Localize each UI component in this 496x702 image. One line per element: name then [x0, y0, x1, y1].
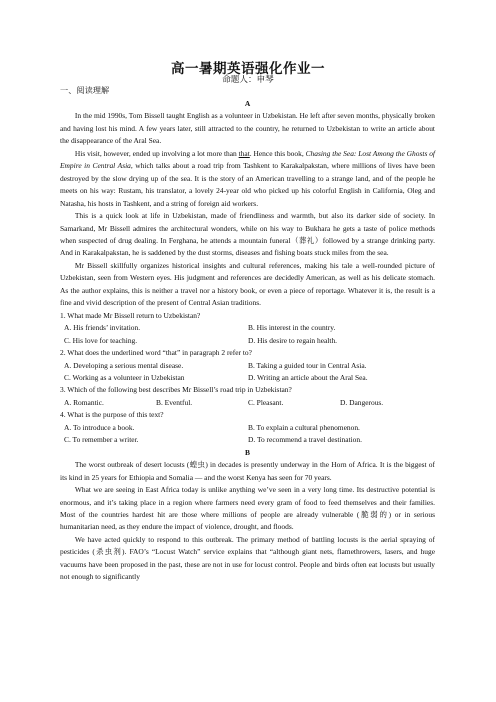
passage-b-paragraph-1: The worst outbreak of desert locusts (蝗虫) in decades is presently underway in the Horn of Africa. It is the biggest of its kind in 25 years for Ethiopia and Somalia — and the worst Kenya has seen for 70 years.: [60, 460, 435, 482]
answer-option: C. His love for teaching.: [64, 335, 138, 345]
answer-option: B. Eventful.: [156, 397, 193, 407]
answer-option: A. Developing a serious mental disease.: [64, 360, 184, 370]
question-list: [60, 310, 435, 447]
passage-b-paragraph-2: What we are seeing in East Africa today is unlike anything we’ve seen in a very long time. Its destructive potential is enormous, and it’s taking place in a region where farmers need every gram of food to feed themselves and their families. Most of the countries hardest hit are those where millions of people are already vulnerable (脆弱的) or in serious humanitarian need, as they endure the impact of violence, drought, and floods.: [60, 485, 435, 532]
answer-option: D. To recommend a travel destination.: [248, 435, 362, 445]
p2-text-b: . Hence this book,: [249, 148, 306, 158]
question-stem: 4. What is the purpose of this text?: [60, 410, 164, 420]
option-row: [60, 422, 435, 434]
option-row: [60, 360, 435, 372]
option-row: [60, 322, 435, 334]
p2-text-c: , which talks about a road trip from Tashkent to Karakalpakstan, where millions of lives have been destroyed by the slow drying up of the sea. It is the story of an American travelling to a strange land, and of the people he meets on his way: Rustam, his translator, a lovely 24-year old who picked up his colorful English in California, Oleg and Natasha, his hosts in Tashkent, and a string of foreign aid workers.: [60, 161, 435, 208]
author-line: 命题人：申琴: [222, 74, 274, 84]
question-stem: 1. What made Mr Bissell return to Uzbekistan?: [60, 310, 201, 320]
answer-option: D. Dangerous.: [340, 397, 384, 407]
option-row: [60, 397, 435, 409]
answer-option: B. His interest in the country.: [248, 323, 336, 333]
underlined-word: that: [238, 148, 250, 158]
answer-option: B. To explain a cultural phenomenon.: [248, 422, 360, 432]
passage-b-paragraph-3: We have acted quickly to respond to this outbreak. The primary method of battling locusts is the aerial spraying of pesticides (杀虫剂). FAO’s “Locust Watch” service explains that “although giant nets, flamethrowers, lasers, and huge vacuums have been proposed in the past, these are not in use for locust control. People and birds often eat locusts but usually not enough to significantly: [60, 534, 435, 582]
option-row: [60, 372, 435, 384]
passage-a-paragraph-1: In the mid 1990s, Tom Bissell taught English as a volunteer in Uzbekistan. He left after seven months, physically broken and having lost his mind. A few years later, still attracted to the country, he returned to Uzbekistan to write an article about the disappearance of the Aral Sea.: [60, 111, 435, 146]
answer-option: C. Pleasant.: [248, 397, 284, 407]
p2-text-a: His visit, however, ended up involving a lot more than: [74, 148, 239, 158]
page-title: 高一暑期英语强化作业一: [171, 61, 325, 76]
answer-option: B. Taking a guided tour in Central Asia.: [248, 360, 367, 370]
answer-option: A. Romantic.: [64, 397, 104, 407]
option-row: [60, 335, 435, 347]
answer-option: C. To remember a writer.: [64, 435, 139, 445]
answer-option: D. His desire to regain health.: [248, 335, 338, 345]
answer-option: D. Writing an article about the Aral Sea.: [248, 372, 368, 382]
answer-option: A. To introduce a book.: [64, 422, 135, 432]
passage-a-paragraph-2: [60, 148, 435, 210]
answer-option: A. His friends’ invitation.: [64, 323, 141, 333]
passage-b-label: B: [245, 447, 250, 457]
document-body: [60, 98, 435, 584]
answer-option: C. Working as a volunteer in Uzbekistan: [64, 372, 185, 382]
passage-a-paragraph-4: Mr Bissell skillfully organizes historical insights and cultural references, making his tale a well-rounded picture of Uzbekistan, seen from Western eyes. His judgment and references are decidedly American, as well as his delicate stomach. As the author explains, this is neither a travel nor a history book, or even a piece of reportage. Whatever it is, the result is a fine and vivid description of the present of Central Asian traditions.: [60, 260, 435, 308]
book-title: Chasing the Sea: Lost Among the Ghosts of Empire in Central Asia: [60, 148, 435, 171]
option-row: [60, 434, 435, 446]
question-stem: 2. What does the underlined word “that” in paragraph 2 refer to?: [60, 348, 252, 358]
passage-a-label: A: [244, 99, 251, 108]
question-stem: 3. Which of the following best describes Mr Bissell’s road trip in Uzbekistan?: [60, 385, 292, 395]
section-heading: 一、阅读理解: [60, 86, 110, 95]
passage-a-paragraph-3: This is a quick look at life in Uzbekistan, made of friendliness and warmth, but also its darker side of society. In Samarkand, Mr Bissell admires the architectural wonders, while on his way to Bukhara he gets a taste of police methods when suspected of drug dealing. In Ferghana, he attends a mountain funeral（葬礼）followed by a strange drinking party. And in Karakalpakstan, he is saddened by the dust storms, diseases and fishing boats stuck miles from the sea.: [60, 211, 435, 258]
